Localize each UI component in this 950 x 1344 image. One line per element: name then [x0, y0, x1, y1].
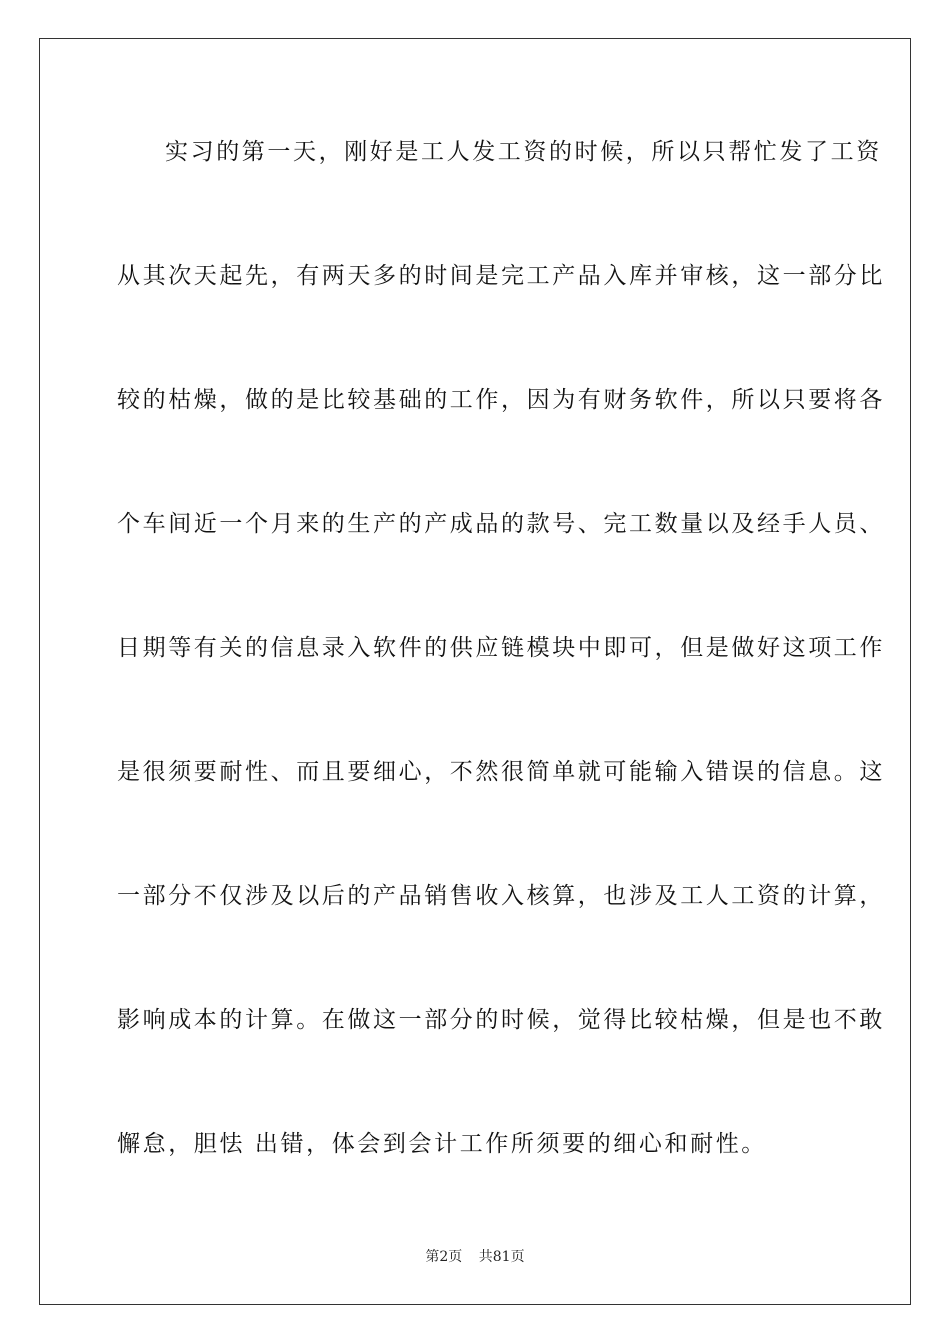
paragraph-line: 影响成本的计算。在做这一部分的时候，觉得比较枯燥，但是也不敢 [117, 1007, 885, 1033]
paragraph-line: 懈怠，胆怯 出错，体会到会计工作所须要的细心和耐性。 [117, 1131, 767, 1157]
page-footer [0, 1246, 950, 1266]
document-body [117, 130, 885, 1246]
paragraph-line: 从其次天起先，有两天多的时间是完工产品入库并审核，这一部分比 [117, 263, 885, 289]
page-number: 第2页 [425, 1249, 463, 1265]
paragraph-line: 实习的第一天，刚好是工人发工资的时候，所以只帮忙发了工资 [165, 139, 882, 165]
paragraph-line: 是很须要耐性、而且要细心，不然很简单就可能输入错误的信息。这 [117, 759, 885, 785]
paragraph-line: 日期等有关的信息录入软件的供应链模块中即可，但是做好这项工作 [117, 635, 885, 661]
paragraph-line: 个车间近一个月来的生产的产成品的款号、完工数量以及经手人员、 [117, 511, 885, 537]
paragraph-line: 一部分不仅涉及以后的产品销售收入核算，也涉及工人工资的计算， [117, 883, 885, 909]
total-pages: 共81页 [478, 1249, 525, 1265]
paragraph-line: 较的枯燥，做的是比较基础的工作，因为有财务软件，所以只要将各 [117, 387, 885, 413]
